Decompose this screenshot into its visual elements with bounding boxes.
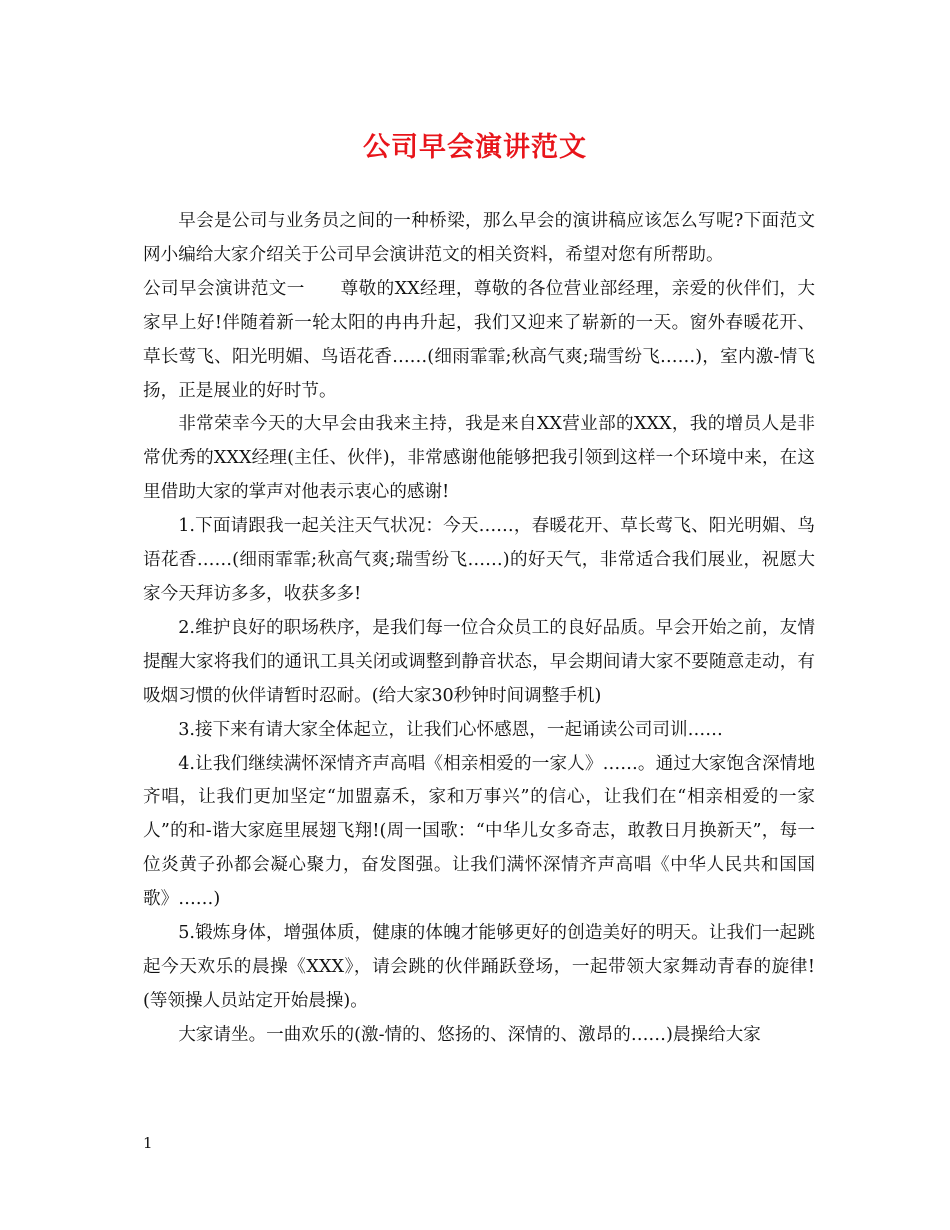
paragraph-greeting: 公司早会演讲范文一 尊敬的XX经理，尊敬的各位营业部经理，亲爱的伙伴们，大家早上好!伴随着新一轮太阳的冉冉升起，我们又迎来了崭新的一天。窗外春暖花开、草长莺飞、阳光明媚、鸟语花香……(细雨霏霏;秋高气爽;瑞雪纷飞……)，室内激-情飞扬，正是展业的好时节。 [143,278,815,401]
page-number: 1 [143,1134,153,1152]
document-body [143,205,815,1053]
paragraph-item-1: 1.下面请跟我一起关注天气状况：今天……，春暖花开、草长莺飞、阳光明媚、鸟语花香……(细雨霏霏;秋高气爽;瑞雪纷飞……)的好天气，非常适合我们展业，祝愿大家今天拜访多多，收获多多! [143,516,815,604]
paragraph-closing: 大家请坐。一曲欢乐的(激-情的、悠扬的、深情的、激昂的……)晨操给大家 [178,1024,761,1045]
paragraph-host-intro: 非常荣幸今天的大早会由我来主持，我是来自XX营业部的XXX，我的增员人是非常优秀的XXX经理(主任、伙伴)，非常感谢他能够把我引领到这样一个环境中来，在这里借助大家的掌声对他表示衷心的感谢! [143,414,815,503]
paragraph-item-3: 3.接下来有请大家全体起立，让我们心怀感恩，一起诵读公司司训…… [178,719,723,740]
paragraph-item-2: 2.维护良好的职场秩序，是我们每一位合众员工的良好品质。早会开始之前，友情提醒大家将我们的通讯工具关闭或调整到静音状态，早会期间请大家不要随意走动，有吸烟习惯的伙伴请暂时忍耐。(给大家30秒钟时间调整手机) [143,617,815,706]
paragraph-item-4: 4.让我们继续满怀深情齐声高唱《相亲相爱的一家人》……。通过大家饱含深情地齐唱，让我们更加坚定“加盟嘉禾，家和万事兴”的信心，让我们在“相亲相爱的一家人”的和-谐大家庭里展翅飞翔!(周一国歌：“中华儿女多奇志，敢教日月换新天”，每一位炎黄子孙都会凝心聚力，奋发图强。让我们满怀深情齐声高唱《中华人民共和国国歌》……) [143,753,815,910]
page-title: 公司早会演讲范文 [363,132,587,163]
paragraph-item-5: 5.锻炼身体，增强体质，健康的体魄才能够更好的创造美好的明天。让我们一起跳起今天欢乐的晨操《XXX》，请会跳的伙伴踊跃登场，一起带领大家舞动青春的旋律!(等领操人员站定开始晨操)。 [143,923,815,1011]
paragraph-intro: 早会是公司与业务员之间的一种桥梁，那么早会的演讲稿应该怎么写呢?下面范文网小编给大家介绍关于公司早会演讲范文的相关资料，希望对您有所帮助。 [143,211,815,265]
